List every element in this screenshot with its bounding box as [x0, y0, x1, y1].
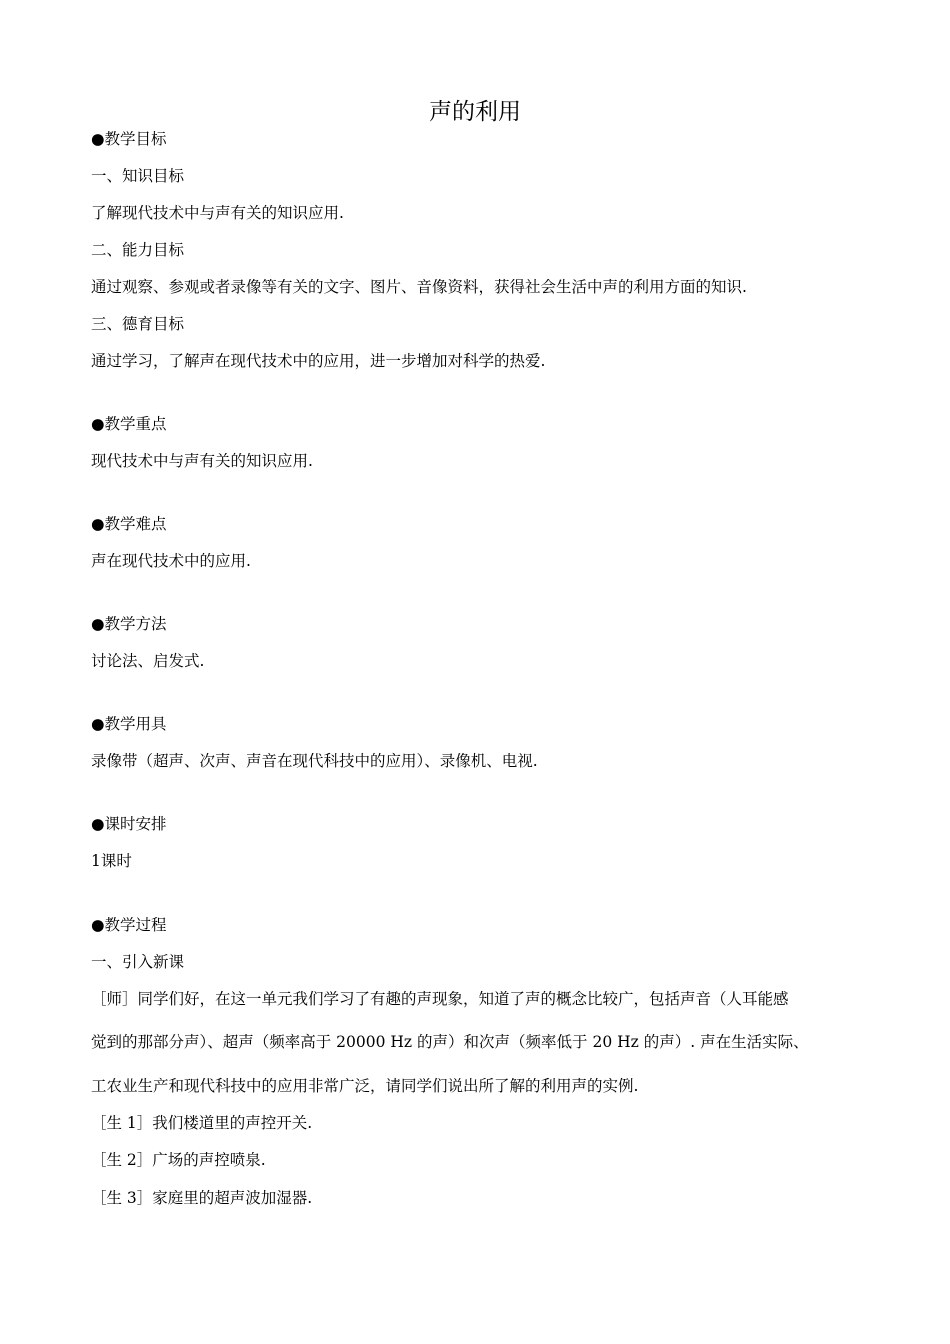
subheading-ability: 二、能力目标	[91, 241, 185, 259]
text-moral: 通过学习，了解声在现代技术中的应用，进一步增加对科学的热爱.	[91, 352, 546, 370]
text-tools: 录像带（超声、次声、声音在现代科技中的应用）、录像机、电视.	[91, 752, 538, 770]
paragraph-teacher-line-3: 工农业生产和现代科技中的应用非常广泛，请同学们说出所了解的利用声的实例.	[91, 1077, 639, 1095]
student-answer-1: ［生 1］我们楼道里的声控开关.	[91, 1114, 313, 1132]
text-knowledge: 了解现代技术中与声有关的知识应用.	[91, 204, 344, 222]
paragraph-teacher-line-1: ［师］同学们好，在这一单元我们学习了有趣的声现象，知道了声的概念比较广，包括声音（人耳能感	[91, 990, 789, 1008]
section-heading-difficulties: ●教学难点	[91, 515, 167, 533]
subheading-knowledge: 一、知识目标	[91, 167, 185, 185]
paragraph-teacher-line-2: 觉到的那部分声）、超声（频率高于 20000 Hz 的声）和次声（频率低于 20 Hz 的声）. 声在生活实际、	[91, 1033, 809, 1051]
section-heading-process: ●教学过程	[91, 916, 167, 934]
text-key-points: 现代技术中与声有关的知识应用.	[91, 452, 313, 470]
text-schedule: 1课时	[91, 852, 132, 870]
section-heading-objectives: ●教学目标	[91, 130, 167, 148]
document-title: 声的利用	[429, 99, 521, 125]
section-heading-key-points: ●教学重点	[91, 415, 167, 433]
student-answer-3: ［生 3］家庭里的超声波加湿器.	[91, 1189, 313, 1207]
section-heading-schedule: ●课时安排	[91, 815, 167, 833]
text-difficulties: 声在现代技术中的应用.	[91, 552, 251, 570]
section-heading-methods: ●教学方法	[91, 615, 167, 633]
text-ability: 通过观察、参观或者录像等有关的文字、图片、音像资料，获得社会生活中声的利用方面的知识.	[91, 278, 747, 296]
subheading-introduction: 一、引入新课	[91, 953, 185, 971]
section-heading-tools: ●教学用具	[91, 715, 167, 733]
student-answer-2: ［生 2］广场的声控喷泉.	[91, 1151, 266, 1169]
text-methods: 讨论法、启发式.	[91, 652, 205, 670]
subheading-moral: 三、德育目标	[91, 315, 185, 333]
